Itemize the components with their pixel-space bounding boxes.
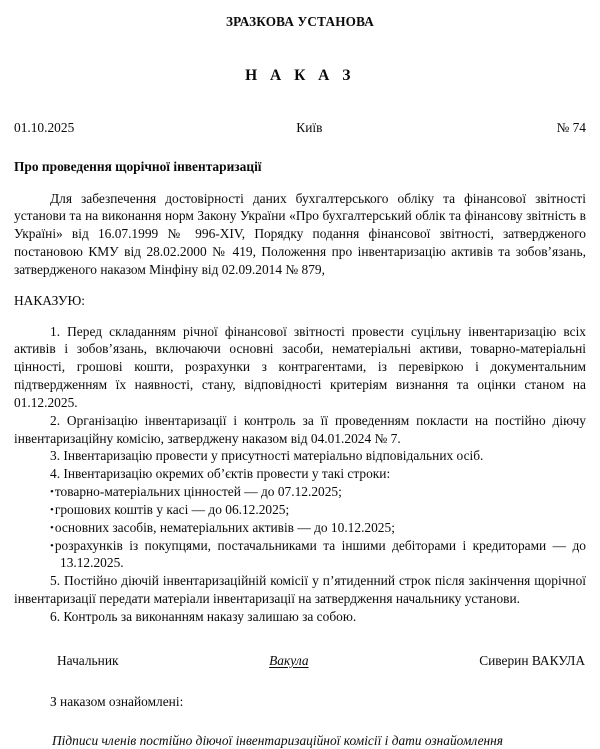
signature-autograph-text: Вакула xyxy=(269,652,309,668)
list-item xyxy=(14,537,586,573)
order-item-3: 3. Інвентаризацію провести у присутності матеріально відповідальних осіб. xyxy=(50,448,484,464)
bullet-icon: • xyxy=(50,503,54,516)
document-meta-row xyxy=(14,120,586,136)
document-body xyxy=(14,190,586,626)
organization-title: ЗРАЗКОВА УСТАНОВА xyxy=(225,14,375,29)
list-item-label: основних засобів, нематеріальних активів — до 10.12.2025; xyxy=(54,519,395,535)
bullet-icon: • xyxy=(50,521,54,534)
bullet-icon: • xyxy=(50,486,54,499)
list-item xyxy=(14,519,586,537)
document-date: 01.10.2025 xyxy=(14,120,75,136)
list-item-label: товарно-матеріальних цінностей — до 07.12.2025; xyxy=(54,484,342,500)
list-item xyxy=(14,501,586,519)
order-item-6: 6. Контроль за виконанням наказу залишаю за собою. xyxy=(50,608,357,624)
list-item-label: грошових коштів у касі — до 06.12.2025; xyxy=(54,501,290,517)
signature-block xyxy=(14,653,586,669)
list-item xyxy=(14,483,586,501)
document-kind-heading: Н А К А З xyxy=(245,66,355,84)
signature-autograph xyxy=(99,653,480,669)
acknowledgement-label: З наказом ознайомлені: xyxy=(50,693,184,709)
document-subject: Про проведення щорічної інвентаризації xyxy=(14,158,262,174)
order-item-5: 5. Постійно діючій інвентаризаційній комісії у п’ятиденний строк після закінчення щорічної інвентаризації передати матеріали інвентаризації на затвердження начальнику установи. xyxy=(14,573,586,606)
order-item-1: 1. Перед складанням річної фінансової звітності провести суцільну інвентаризацію всіх активів і зобов’язань, включаючи основні засоби, нематеріальні активи, товарно-матеріальні цінності, грошові кошти, розрахунки з контрагентами, із перевіркою і документальним підтвердженням їх наявності, стану, відповідності критеріям визнання та оцінки станом на 01.12.2025. xyxy=(14,323,586,410)
bullet-icon: • xyxy=(50,539,54,552)
order-keyword: НАКАЗУЮ: xyxy=(14,292,85,308)
preamble-paragraph: Для забезпечення достовірності даних бухгалтерського обліку та фінансової звітності установи та на виконання норм Закону України «Про бухгалтерський облік та фінансову звітність в Україні» від 16.07.1999 № 996-XIV, Порядку подання фінансової звітності, затвердженого постановою КМУ від 28.02.2000 № 419, Положення про інвентаризацію активів та зобов’язань, затвердженого наказом Мінфіну від 02.09.2014 № 879, xyxy=(14,190,586,277)
signatory-name: Сиверин ВАКУЛА xyxy=(479,652,585,668)
order-item-2: 2. Організацію інвентаризації і контроль за її проведенням покласти на постійно діючу інвентаризаційну комісію, затверджену наказом від 04.01.2024 № 7. xyxy=(14,412,586,446)
list-item-label: розрахунків із покупцями, постачальниками та іншими дебіторами і кредиторами — до 13.12.2025. xyxy=(54,537,586,571)
document-place: Київ xyxy=(296,120,323,136)
signatory-role: Начальник xyxy=(57,652,119,668)
order-item-4: 4. Інвентаризацію окремих об’єктів провести у такі строки: xyxy=(50,466,391,482)
acknowledgement-note: Підписи членів постійно діючої інвентаризаційної комісії і дати ознайомлення xyxy=(52,732,504,748)
deadline-list xyxy=(14,483,586,572)
document-number: № 74 xyxy=(556,120,586,136)
